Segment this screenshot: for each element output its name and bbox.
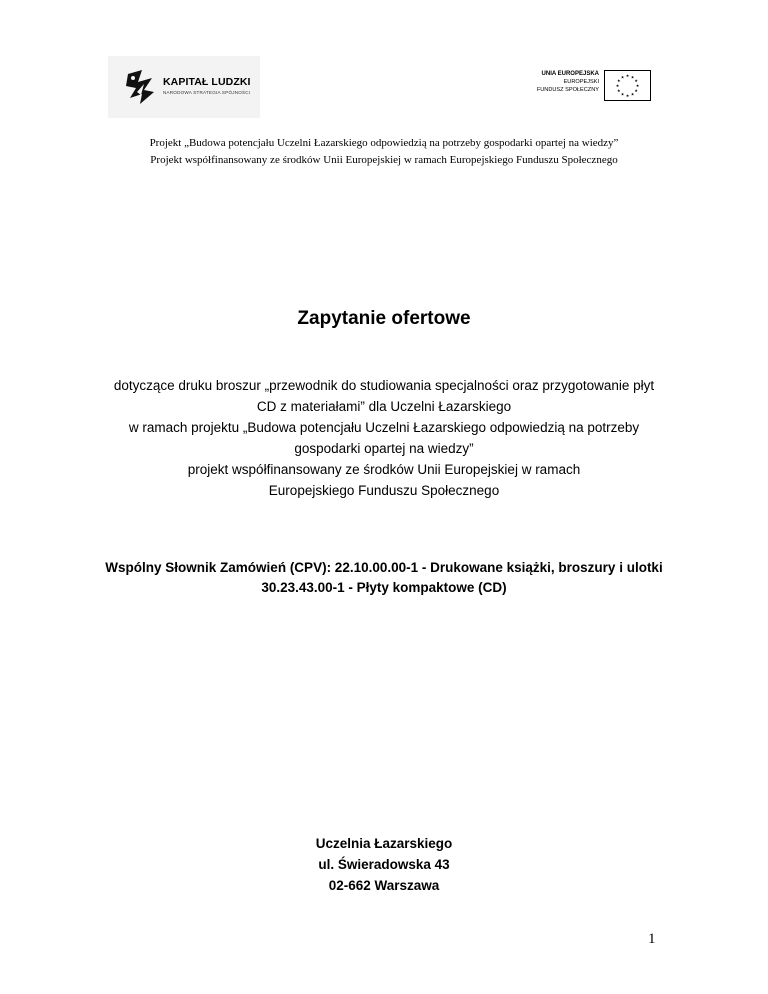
eu-logo-line3: FUNDUSZ SPOŁECZNY: [536, 87, 599, 93]
eu-logo-text: [537, 70, 599, 94]
svg-text:★: ★: [630, 74, 635, 80]
address-name: Uczelnia Łazarskiego: [315, 836, 453, 851]
svg-text:★: ★: [634, 78, 638, 83]
eu-logo-line2: EUROPEJSKI: [563, 79, 599, 85]
header-cofinance-line: Projekt współfinansowany ze środków Unii Europejskiej w ramach Europejskiego Funduszu Społecznego: [150, 154, 618, 166]
cpv-line-2: 30.23.43.00-1 - Płyty kompaktowe (CD): [261, 580, 507, 595]
document-title: Zapytanie ofertowe: [297, 308, 471, 329]
description-line-4: gospodarki opartej na wiedzy”: [294, 441, 474, 456]
eu-flag-icon: [604, 70, 651, 101]
svg-text:★: ★: [615, 83, 620, 88]
kapital-ludzki-subtitle: NARODOWA STRATEGIA SPÓJNOŚCI: [163, 90, 251, 95]
cpv-line-1: Wspólny Słownik Zamówień (CPV): 22.10.00.00-1 - Drukowane książki, broszury i ulotki: [105, 560, 663, 575]
description-line-6: Europejskiego Funduszu Społecznego: [268, 483, 500, 498]
svg-text:★: ★: [617, 88, 621, 93]
svg-text:★: ★: [635, 83, 640, 88]
svg-text:★: ★: [634, 88, 638, 93]
page-number: 1: [648, 931, 656, 947]
svg-text:★: ★: [625, 73, 630, 78]
description-line-1: dotyczące druku broszur „przewodnik do studiowania specjalności oraz przygotowanie płyt: [113, 378, 655, 393]
description-line-3: w ramach projektu „Budowa potencjału Uczelni Łazarskiego odpowiedzią na potrzeby: [128, 420, 640, 435]
address-city: 02-662 Warszawa: [328, 878, 440, 893]
kapital-ludzki-logo: [108, 56, 260, 118]
svg-text:★: ★: [625, 93, 630, 98]
header-project-line: Projekt „Budowa potencjału Uczelni Łazarskiego odpowiedzią na potrzeby gospodarki opartej na wiedzy”: [149, 137, 619, 149]
svg-text:★: ★: [630, 91, 635, 97]
description-line-5: projekt współfinansowany ze środków Unii Europejskiej w ramach: [187, 462, 581, 477]
svg-text:★: ★: [617, 78, 621, 83]
description-line-2: CD z materiałami” dla Uczelni Łazarskiego: [256, 399, 512, 414]
eu-logo-line1: UNIA EUROPEJSKA: [541, 71, 599, 77]
svg-text:★: ★: [620, 74, 625, 80]
eu-logo: [519, 70, 651, 104]
kapital-ludzki-title: KAPITAŁ LUDZKI: [163, 76, 251, 88]
address-street: ul. Świeradowska 43: [318, 857, 450, 872]
svg-text:★: ★: [620, 91, 625, 97]
kapital-ludzki-emblem-icon: [124, 68, 158, 106]
